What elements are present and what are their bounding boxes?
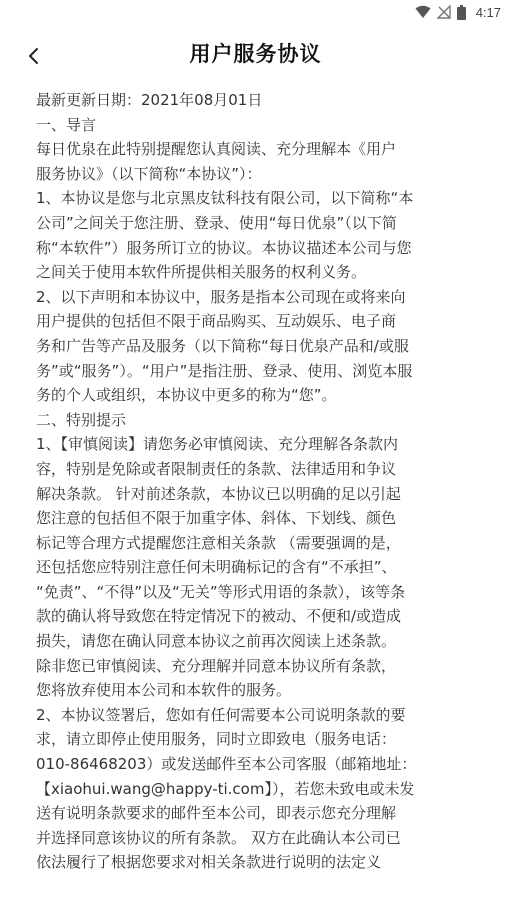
agreement-line: 还包括您应特别注意任何未明确标记的含有“不承担”、 <box>36 558 397 577</box>
agreement-line: “免责”、“不得”以及“无关”等形式用语的条款），该等条 <box>36 582 406 601</box>
agreement-line: 用户提供的包括但不限于商品购买、互动娱乐、电子商 <box>36 312 397 331</box>
signal-off-icon <box>437 5 451 19</box>
status-icons <box>415 3 501 21</box>
agreement-line: 解决条款。 针对前述条款，本协议已以明确的足以引起 <box>36 484 401 503</box>
agreement-line: 损失，请您在确认同意本协议之前再次阅读上述条款。 <box>36 632 397 651</box>
agreement-line: 务”或“服务”）。“用户”是指注册、登录、使用、浏览本服 <box>36 361 413 380</box>
agreement-line: 您将放弃使用本公司和本软件的服务。 <box>36 681 292 700</box>
agreement-line: 1、【审慎阅读】请您务必审慎阅读、充分理解各条款内 <box>36 435 399 454</box>
agreement-line: 二、特别提示 <box>36 410 127 429</box>
agreement-line: 2、以下声明和本协议中，服务是指本公司现在或将来向 <box>36 287 406 306</box>
agreement-line: 2、本协议签署后，您如有任何需要本公司说明条款的要 <box>36 705 406 724</box>
agreement-line: 容，特别是免除或者限制责任的条款、法律适用和争议 <box>36 459 397 478</box>
wifi-icon <box>415 5 431 19</box>
status-time: 4:17 <box>475 4 501 20</box>
agreement-line: 务的个人或组织，本协议中更多的称为“您”。 <box>36 386 337 405</box>
agreement-line: 送有说明条款要求的邮件至本公司，即表示您充分理解 <box>36 804 397 823</box>
agreement-line: 您注意的包括但不限于加重字体、斜体、下划线、颜色 <box>36 509 397 528</box>
agreement-line: 依法履行了根据您要求对相关条款进行说明的法定义 <box>36 853 382 872</box>
agreement-line: 并选择同意该协议的所有条款。 双方在此确认本公司已 <box>36 828 401 847</box>
agreement-line: 之间关于使用本软件所提供相关服务的权利义务。 <box>36 263 367 282</box>
agreement-line: 求，请立即停止使用服务，同时立即致电（服务电话： <box>36 730 397 749</box>
agreement-line: 标记等合理方式提醒您注意相关条款 （需要强调的是， <box>36 533 401 552</box>
agreement-line: 务和广告等产品及服务（以下简称“每日优泉产品和/或服 <box>36 336 409 355</box>
nav-bar <box>0 24 511 82</box>
agreement-line: 公司”之间关于您注册、登录、使用“每日优泉”（以下简 <box>36 213 397 232</box>
agreement-line: 一、导言 <box>36 115 97 134</box>
status-bar <box>0 0 511 24</box>
page-title: 用户服务协议 <box>189 42 322 66</box>
agreement-line: 服务协议》（以下简称“本协议”）： <box>36 164 262 183</box>
agreement-line: 010-86468203）或发送邮件至本公司客服（邮箱地址： <box>36 755 417 774</box>
agreement-line: 除非您已审慎阅读、充分理解并同意本协议所有条款， <box>36 656 397 675</box>
agreement-line: 款的确认将导致您在特定情况下的被动、不便和/或造成 <box>36 607 402 626</box>
agreement-line: 1、本协议是您与北京黑皮钛科技有限公司，以下简称“本 <box>36 189 414 208</box>
battery-icon <box>457 5 466 20</box>
agreement-line: 每日优泉在此特别提醒您认真阅读、充分理解本《用户 <box>36 140 397 159</box>
agreement-line: 最新更新日期：2021年08月01日 <box>36 91 263 109</box>
agreement-line: 【xiaohui.wang@happy-ti.com】），若您未致电或未发 <box>36 779 415 798</box>
agreement-line: 称“本软件”）服务所订立的协议。本协议描述本公司与您 <box>36 238 412 257</box>
agreement-content[interactable] <box>36 88 478 911</box>
